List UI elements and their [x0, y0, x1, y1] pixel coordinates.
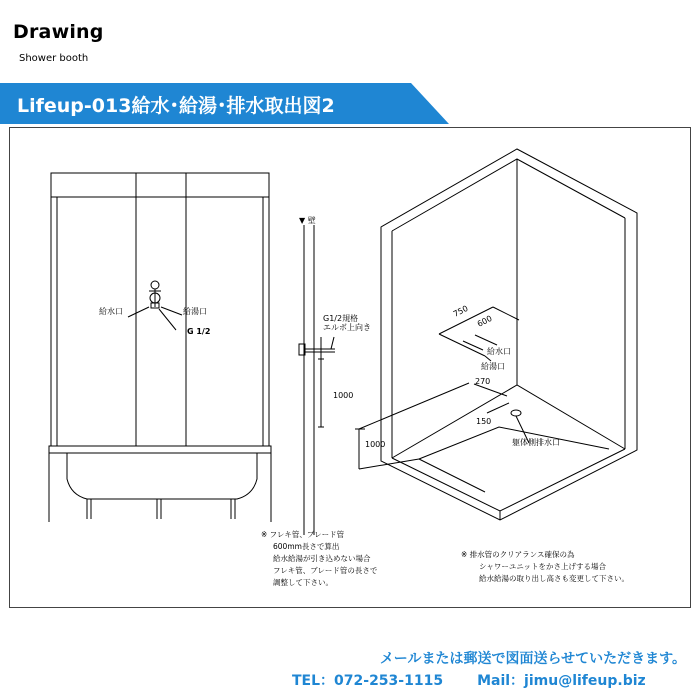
contact-tel: TEL：072-253-1115 — [292, 673, 444, 689]
front-hot-water-label: 給湯口 — [183, 307, 207, 316]
bathtub — [67, 453, 257, 499]
dim-750: 750 — [451, 303, 470, 319]
booth-panels — [51, 197, 269, 446]
note-left-3: 給水給湯が引き込めない場合 — [273, 554, 371, 563]
title-banner — [0, 83, 449, 124]
iso-height-dim: 1000 — [365, 440, 386, 449]
side-spec-label-2: エルボ上向き — [323, 323, 371, 332]
contact-info — [292, 670, 646, 690]
banner-title: Lifeup-013給水･給湯･排水取出図2 — [17, 95, 335, 117]
side-wall-label: ▼ 壁 — [299, 216, 316, 225]
note-left-4: フレキ管、ブレード管の長さで — [273, 566, 378, 575]
note-left-1: ※ フレキ管、ブレード管 — [261, 530, 345, 539]
tub-rim — [49, 446, 271, 453]
note-left-2: 600mm長さで算出 — [273, 542, 340, 551]
contact-message: メールまたは郵送で図面送らせていただきます。 — [379, 651, 686, 667]
page-title: Drawing — [13, 21, 104, 43]
front-view — [49, 173, 271, 522]
iso-drain-label: 躯体側排水口 — [512, 438, 560, 447]
technical-drawing — [9, 127, 691, 608]
dim-270: 270 — [475, 377, 491, 386]
drain-outlet — [511, 410, 521, 416]
note-right-1: ※ 排水管のクリアランス確保の為 — [461, 550, 575, 559]
dim-150: 150 — [476, 417, 492, 426]
side-height-dim: 1000 — [333, 391, 354, 400]
page-subtitle: Shower booth — [19, 53, 89, 64]
dim-600: 600 — [475, 313, 494, 329]
faucet-top — [151, 281, 159, 289]
note-right-2: シャワーユニットをかさ上げする場合 — [479, 562, 607, 571]
note-right-3: 給水給湯の取り出し高さも変更して下さい。 — [479, 574, 629, 583]
contact-mail[interactable]: Mail：jimu@lifeup.biz — [477, 673, 646, 689]
side-view — [299, 225, 335, 535]
iso-water-supply-label: 給水口 — [487, 347, 511, 356]
booth-top-cap — [51, 173, 269, 197]
room-outline — [381, 149, 637, 520]
note-left-5: 調整して下さい。 — [273, 578, 333, 587]
front-thread-label: G 1/2 — [187, 327, 211, 336]
front-water-supply-label: 給水口 — [99, 307, 123, 316]
side-spec-label-1: G1/2規格 — [323, 314, 359, 323]
iso-hot-water-label: 給湯口 — [481, 362, 505, 371]
iso-view — [355, 149, 637, 520]
